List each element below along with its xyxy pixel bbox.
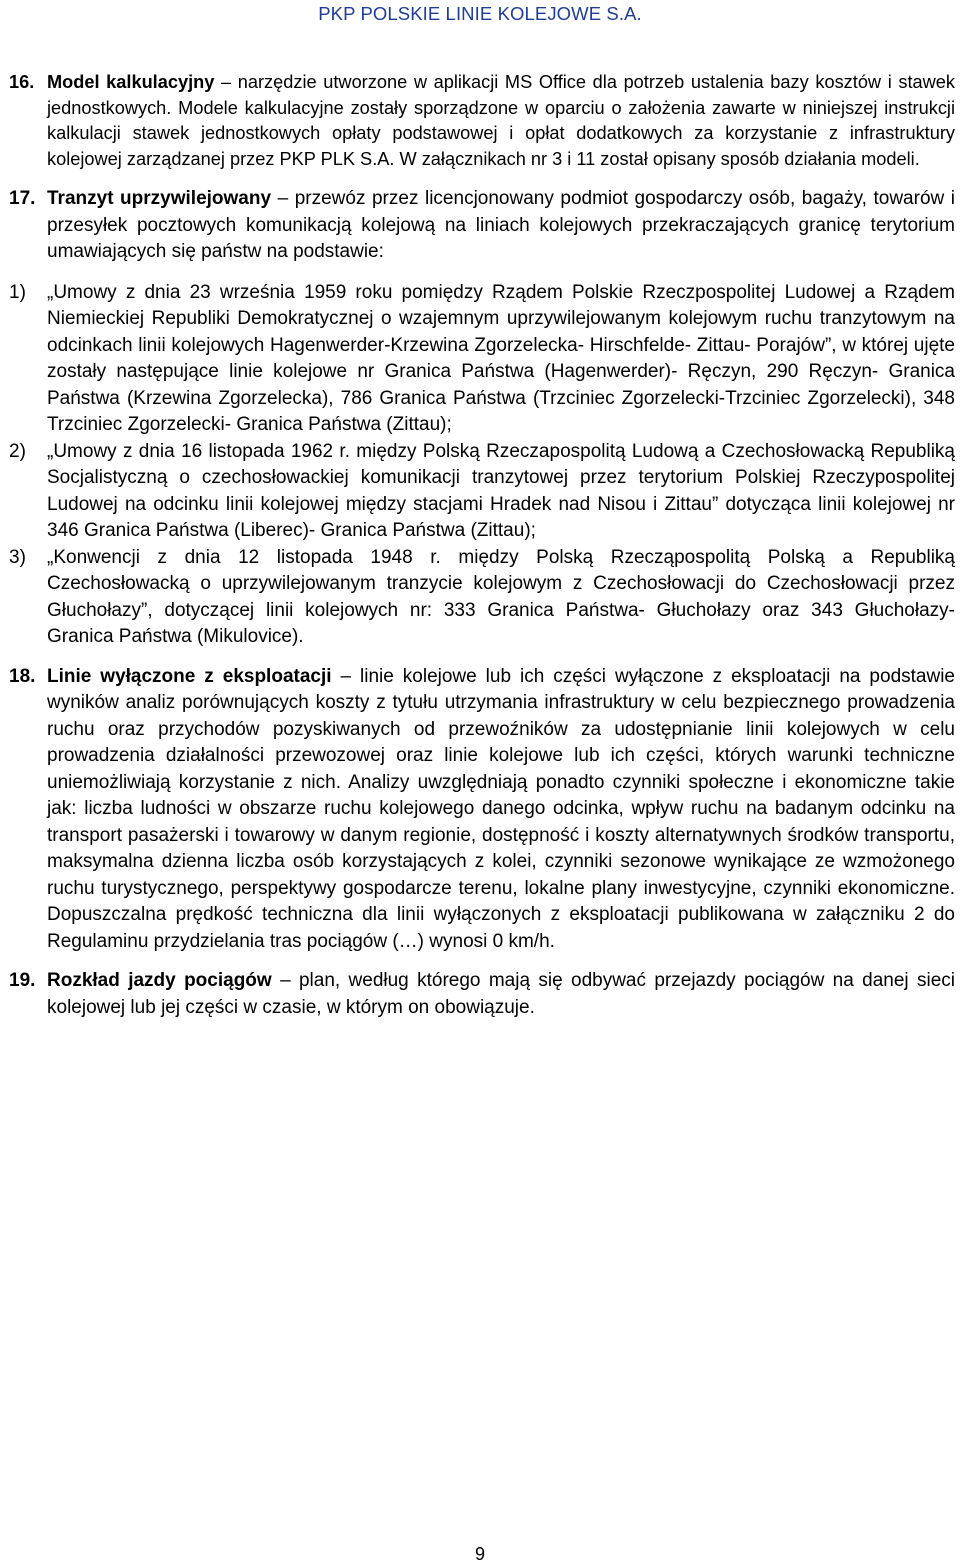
definition-18 <box>9 664 955 956</box>
page-number: 9 <box>474 1544 485 1564</box>
list-item-number: 3) <box>9 546 26 568</box>
definition-term: Model kalkulacyjny <box>47 72 215 92</box>
legal-basis-list <box>9 280 955 651</box>
definition-text: – narzędzie utworzone w aplikacji MS Office dla potrzeb ustalenia bazy kosztów i stawek jednostkowych. Modele kalkulacyjne zostały sporządzone w oparciu o założenia zawarte w niniejszej instrukcji kalkulacji stawek jednostkowych opłaty podstawowej i opłat dodatkowych za korzystanie z infrastruktury kolejowej zarządzanej przez PKP PLK S.A. W załącznikach nr 3 i 11 został opisany sposób działania modeli. <box>47 72 955 169</box>
document-body <box>9 70 955 1021</box>
definition-19 <box>9 968 955 1021</box>
list-item-text: „Umowy z dnia 23 września 1959 roku pomiędzy Rządem Polskie Rzeczpospolitej Ludowej a Rządem Niemieckiej Republiki Demokratycznej o wzajemnym uprzywilejowanym kolejowym ruchu tranzytowym na odcinkach linii kolejowych Hagenwerder-Krzewina Zgorzelecka- Hirschfelde- Zittau- Porajów”, w której ujęte zostały następujące linie kolejowe nr Granica Państwa (Hagenwerder)- Ręczyn, 290 Ręczyn- Granica Państwa (Krzewina Zgorzelecka), 786 Granica Państwa (Trzciniec Zgorzelecki-Trzciniec Zgorzelecki), 348 Trzciniec Zgorzelecki- Granica Państwa (Zittau); <box>47 281 955 435</box>
definition-term: Tranzyt uprzywilejowany <box>47 188 272 209</box>
definition-number: 17. <box>9 188 36 209</box>
definition-number: 18. <box>9 665 36 687</box>
list-item-text: „Umowy z dnia 16 listopada 1962 r. między Polską Rzeczapospolitą Ludową a Czechosłowacką Republiką Socjalistyczną o czechosłowackiej komunikacji tranzytowej przez terytorium Polskiej Rzeczypospolitej Ludowej na odcinku linii kolejowej między stacjami Hradek nad Nisou i Zittau” dotycząca linii kolejowej nr 346 Granica Państwa (Liberec)- Granica Państwa (Zittau); <box>47 440 955 541</box>
definition-16 <box>9 70 955 172</box>
list-item <box>9 439 955 545</box>
definition-17 <box>9 186 955 651</box>
definition-number: 19. <box>9 970 36 991</box>
definition-number: 16. <box>9 72 35 92</box>
definition-text: – plan, według którego mają się odbywać przejazdy pociągów na danej sieci kolejowej lub jej części w czasie, w którym on obowiązuje. <box>47 970 955 1018</box>
list-item <box>9 280 955 439</box>
definition-text: – przewóz przez licencjonowany podmiot gospodarczy osób, bagaży, towarów i przesyłek pocztowych komunikacją kolejową na liniach kolejowych przekraczających granicę terytorium umawiających się państw na podstawie: <box>47 188 955 262</box>
definition-term: Linie wyłączone z eksploatacji <box>47 665 332 687</box>
list-item-text: „Konwencji z dnia 12 listopada 1948 r. między Polską Rzecząpospolitą Polską a Republiką Czechosłowacką o uprzywilejowanym tranzycie kolejowym z Czechosłowacji do Czechosłowacji przez Głuchołazy”, dotyczącej linii kolejowych nr: 333 Granica Państwa- Głuchołazy oraz 343 Głuchołazy- Granica Państwa (Mikulovice). <box>47 546 955 647</box>
definition-text: – linie kolejowe lub ich części wyłączone z eksploatacji na podstawie wyników analiz porównujących koszty z tytułu utrzymania infrastruktury w celu bezpiecznego prowadzenia ruchu oraz przychodów pozyskiwanych od przewoźników za udostępnianie linii kolejowych w celu prowadzenia działalności przewozowej oraz linie kolejowe lub ich części, których warunki techniczne uniemożliwiają korzystanie z nich. Analizy uwzględniają ponadto czynniki społeczne i ekonomiczne takie jak: liczba ludności w obszarze ruchu kolejowego danego odcinka, wpływ ruchu na badanym odcinku na transport pasażerski i towarowy w danym regionie, dostępność i koszty alternatywnych środków transportu, maksymalna dzienna liczba osób korzystających z kolei, czynniki sezonowe wynikające ze wzmożonego ruchu turystycznego, perspektywy gospodarcze terenu, lokalne plany inwestycyjne, czynniki ekonomiczne. Dopuszczalna prędkość techniczna dla linii wyłączonych z eksploatacji publikowana w załączniku 2 do Regulaminu przydzielania tras pociągów (…) wynosi 0 km/h. <box>47 665 955 952</box>
page-header: PKP POLSKIE LINIE KOLEJOWE S.A. <box>318 3 642 24</box>
list-item-number: 1) <box>9 281 26 303</box>
list-item <box>9 545 955 651</box>
list-item-number: 2) <box>9 440 26 462</box>
definition-term: Rozkład jazdy pociągów <box>47 970 272 991</box>
